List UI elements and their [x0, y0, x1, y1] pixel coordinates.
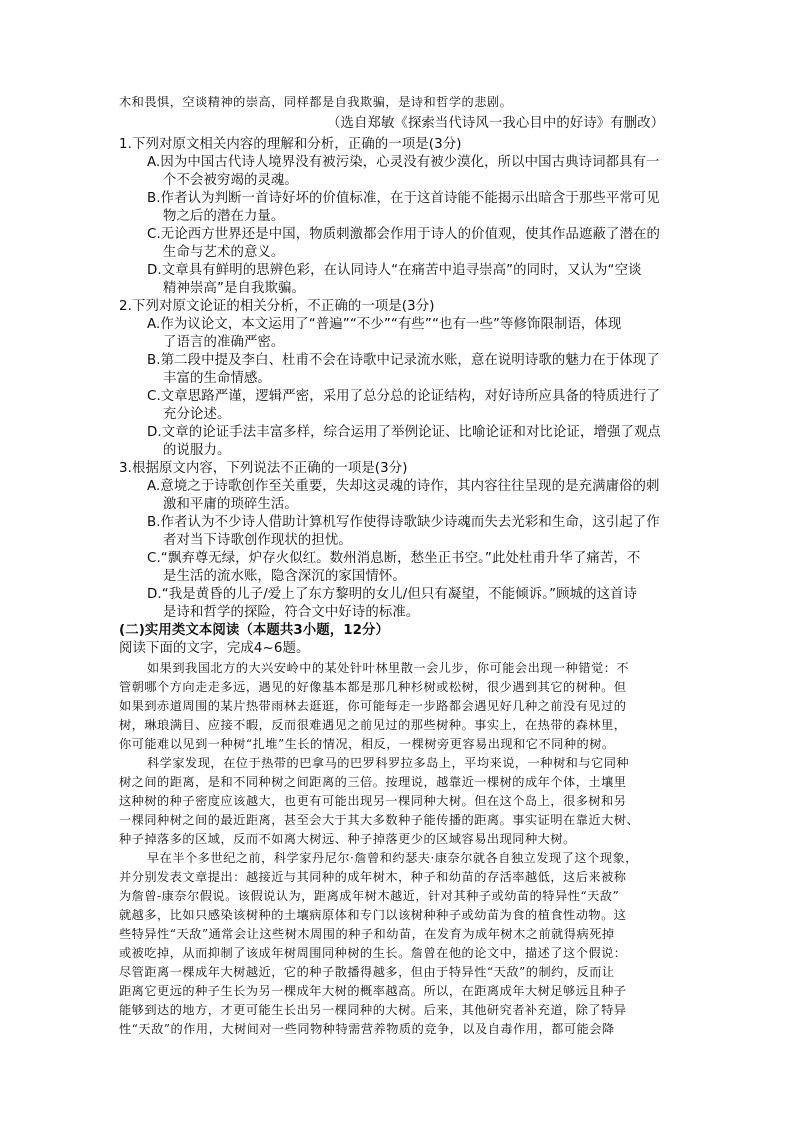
article-p3-line: 就越多，比如只感染该树种的土壤病原体和专门以该树种种子或幼苗为食的植食性动物。这 [119, 908, 627, 922]
q2-option-d-cont: 的说服力。 [163, 443, 231, 458]
q2-option-c: C.文章思路严谨，逻辑严密，采用了总分总的论证结构，对好诗所应具备的特质进行了 [147, 389, 660, 404]
article-p3-line: 距离它更远的种子生长为另一棵成年大树的概率越高。所以，在距离成年大树足够远且种子 [119, 984, 627, 998]
q3-option-d: D.“我是黄昏的儿子/爱上了东方黎明的女儿/但只有凝望，不能倾诉。”顾城的这首诗 [147, 587, 638, 602]
q1-option-c: C.无论西方世界还是中国，物质刺激都会作用于诗人的价值观，使其作品遮蔽了潜在的 [147, 227, 660, 242]
q3-option-d-cont: 是诗和哲学的探险，符合文中好诗的标准。 [163, 605, 420, 620]
q3-stem: 3.根据原文内容，下列说法不正确的一项是(3分) [119, 461, 408, 476]
q2-option-c-cont: 充分论述。 [163, 407, 231, 422]
article-p1-line: 管朝哪个方向走走多远，遇见的好像基本都是那几种杉树或松树，很少遇到其它的树种。但 [119, 680, 627, 694]
article-p3-line: 些特异性“天敌”通常会让这些树木周围的种子和幼苗，在发育为成年树木之前就得病死掉 [119, 927, 615, 941]
article-p2-line: 这种树的种子密度应该越大，也更有可能出现另一棵同种大树。但在这个岛上，很多树和另 [119, 794, 627, 808]
q2-option-a: A.作为议论文，本文运用了“普遍”“不少”“有些”“也有一些”等修饰限制语，体现 [147, 317, 622, 332]
q3-option-a-cont: 激和平庸的琐碎生活。 [163, 497, 298, 512]
article-p1-line: 树，琳琅满目、应接不暇，反而很难遇见之前见过的那些树种。事实上，在热带的森林里， [119, 718, 627, 732]
q2-option-b-cont: 丰富的生命情感。 [163, 371, 271, 386]
q1-option-d-cont: 精神崇高”是自我欺骗。 [163, 281, 305, 296]
section-heading: (二)实用类文本阅读（本题共3小题，12分） [119, 623, 390, 638]
q1-option-b: B.作者认为判断一首诗好坏的价值标准，在于这首诗能不能揭示出暗含于那些平常可见 [147, 191, 660, 206]
article-p3-line: 早在半个多世纪之前，科学家丹尼尔·詹曾和约瑟夫·康奈尔就各自独立发现了这个现象， [147, 851, 638, 865]
q2-option-d: D.文章的论证手法丰富多样，综合运用了举例论证、比喻论证和对比论证，增强了观点 [147, 425, 661, 440]
source-citation: （选自郑敏《探索当代诗风一我心目中的好诗》有删改） [327, 116, 665, 131]
article-p3-line: 能够到达的地方，才更可能生长出另一棵同种的大树。后来，其他研究者补充道，除了特异 [119, 1003, 627, 1017]
section-instruction: 阅读下面的文字，完成4~6题。 [119, 641, 310, 656]
article-p3-line: 或被吃掉，从而抑制了该成年树周围同种树的生长。詹曾在他的论文中，描述了这个假说： [119, 946, 627, 960]
q3-option-b-cont: 者对当下诗歌创作现状的担忧。 [163, 533, 352, 548]
article-p3-line: 并分别发表文章提出：越接近与其同种的成年树木，种子和幼苗的存活率越低，这后来被称 [119, 870, 627, 884]
q3-option-a: A.意境之于诗歌创作至关重要，失却这灵魂的诗作，其内容往往呈现的是充满庸俗的刺 [147, 479, 660, 494]
article-p2-line: 种子掉落多的区域，反而不如离大树远、种子掉落更少的区域容易出现同种大树。 [119, 832, 576, 846]
article-p1-line: 如果到我国北方的大兴安岭中的某处针叶林里散一会儿步，你可能会出现一种错觉：不 [147, 661, 630, 675]
article-p2-line: 树之间的距离，是和不同种树之间距离的三倍。按理说，越靠近一棵树的成年个体，土壤里 [119, 775, 627, 789]
q1-option-b-cont: 物之后的潜在力量。 [163, 209, 285, 224]
passage-last-line: 木和畏惧，空谈精神的崇高，同样都是自我欺骗，是诗和哲学的悲剧。 [119, 95, 513, 109]
q3-option-b: B.作者认为不少诗人借助计算机写作使得诗歌缺少诗魂而失去光彩和生命，这引起了作 [147, 515, 660, 530]
article-p3-line: 为詹曾-康奈尔假说。该假说认为，距离成年树木越近，针对其种子或幼苗的特异性“天敌” [119, 889, 620, 903]
q1-option-c-cont: 生命与艺术的意义。 [163, 245, 285, 260]
article-p1-line: 如果到赤道周围的某片热带雨林去逛逛，你可能每走一步路都会遇见好几种之前没有见过的 [119, 699, 627, 713]
q2-stem: 2.下列对原文论证的相关分析，不正确的一项是(3分) [119, 299, 435, 314]
q3-option-c-cont: 是生活的流水账，隐含深沉的家国情怀。 [163, 569, 406, 584]
q1-stem: 1.下列对原文相关内容的理解和分析，正确的一项是(3分) [119, 137, 462, 152]
article-p3-line: 性“天敌”的作用，大树间对一些同物种特需营养物质的竞争，以及自毒作用，都可能会降 [119, 1022, 615, 1036]
q2-option-a-cont: 了语言的准确严密。 [163, 335, 285, 350]
q1-option-d: D.文章具有鲜明的思辨色彩，在认同诗人“在痛苦中追寻崇高”的同时，又认为“空谈 [147, 263, 642, 278]
q2-option-b: B.第二段中提及李白、杜甫不会在诗歌中记录流水账，意在说明诗歌的魅力在于体现了 [147, 353, 660, 368]
article-p3-line: 尽管距离一棵成年大树越近，它的种子散播得越多，但由于特异性“天敌”的制约，反而让 [119, 965, 615, 979]
q3-option-c: C.“飘弃尊无绿，炉存火似红。数州消息断，愁坐正书空。”此处杜甫升华了痛苦，不 [147, 551, 641, 566]
article-p2-line: 科学家发现，在位于热带的巴拿马的巴罗科罗拉多岛上，平均来说，一种树和与它同种 [147, 756, 630, 770]
article-p1-line: 你可能难以见到一种树“扎堆”生长的情况，相反，一棵树旁更容易出现和它不同种的树。 [119, 737, 615, 751]
q1-option-a: A.因为中国古代诗人境界没有被污染，心灵没有被少漠化，所以中国古典诗词都具有一 [147, 155, 660, 170]
q1-option-a-cont: 个不会被穷竭的灵魂。 [163, 173, 298, 188]
article-p2-line: 一棵同种树之间的最近距离，甚至会大于其大多数种子能传播的距离。事实证明在靠近大树、 [119, 813, 640, 827]
